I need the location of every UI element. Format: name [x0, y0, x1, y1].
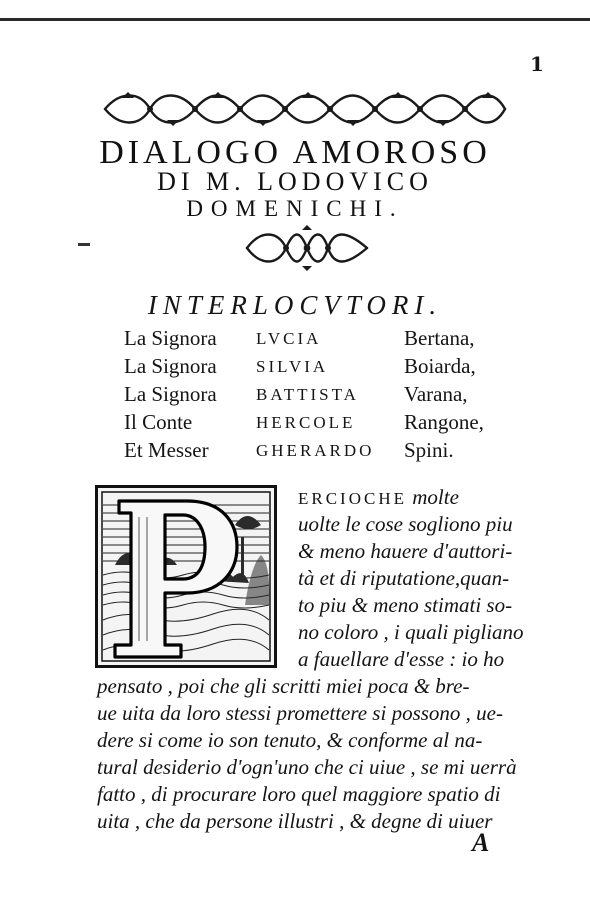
speaker-name: LVCIA [256, 329, 322, 348]
page-top-edge [0, 18, 590, 21]
speaker-title: Et Messer [124, 438, 209, 462]
speaker-title: La Signora [124, 326, 217, 350]
top-ornament-band [100, 86, 510, 132]
speaker-title: La Signora [124, 354, 217, 378]
body-line: uita , che da persone illustri , & degne di uiuer [97, 809, 493, 833]
speaker-surname: Bertana, [404, 326, 475, 350]
speaker-surname: Varana, [404, 382, 468, 406]
body-line: fatto , di procurare loro quel maggiore spatio di [97, 782, 501, 806]
body-line: to piu & meno stimati so- [298, 593, 513, 617]
body-line: uolte le cose sogliono piu [298, 512, 513, 536]
speaker-list [124, 326, 544, 466]
body-line: tural desiderio d'ogn'uno che ci uiue , se mi uerrà [97, 755, 517, 779]
speaker-row [124, 438, 544, 466]
page-number: 1 [530, 52, 544, 76]
interlocutori-heading: INTERLOCVTORI. [147, 290, 443, 320]
speaker-name: HERCOLE [256, 413, 356, 432]
speaker-title: La Signora [124, 382, 217, 406]
margin-mark [78, 243, 90, 246]
body-line: a fauellare d'esse : io ho [298, 647, 505, 671]
signature-mark: A [472, 828, 490, 857]
body-first-word: ERCIOCHE [298, 489, 407, 508]
body-first-line [298, 485, 459, 510]
woodcut-initial [95, 485, 277, 668]
speaker-row [124, 382, 544, 410]
body-first-line-rest: molte [412, 485, 459, 509]
body-line: & meno hauere d'auttori- [298, 539, 513, 563]
speaker-surname: Rangone, [404, 410, 484, 434]
title-line-3: DOMENICHI. [186, 196, 404, 221]
body-line: no coloro , i quali pigliano [298, 620, 524, 644]
body-line: tà et di riputatione,quan- [298, 566, 510, 590]
title-line-2: DI M. LODOVICO [157, 167, 433, 196]
speaker-name: SILVIA [256, 357, 329, 376]
speaker-row [124, 410, 544, 438]
body-line: ue uita da loro stessi promettere si possono , ue- [97, 701, 503, 725]
middle-ornament [242, 224, 372, 272]
speaker-surname: Spini. [404, 438, 454, 462]
speaker-title: Il Conte [124, 410, 193, 434]
body-line: dere si come io son tenuto, & conforme al na- [97, 728, 483, 752]
speaker-row [124, 354, 544, 382]
body-line: pensato , poi che gli scritti miei poca & bre- [97, 674, 470, 698]
speaker-name: GHERARDO [256, 441, 375, 460]
speaker-row [124, 326, 544, 354]
speaker-name: BATTISTA [256, 385, 359, 404]
speaker-surname: Boiarda, [404, 354, 476, 378]
title-line-1: DIALOGO AMOROSO [99, 134, 491, 171]
